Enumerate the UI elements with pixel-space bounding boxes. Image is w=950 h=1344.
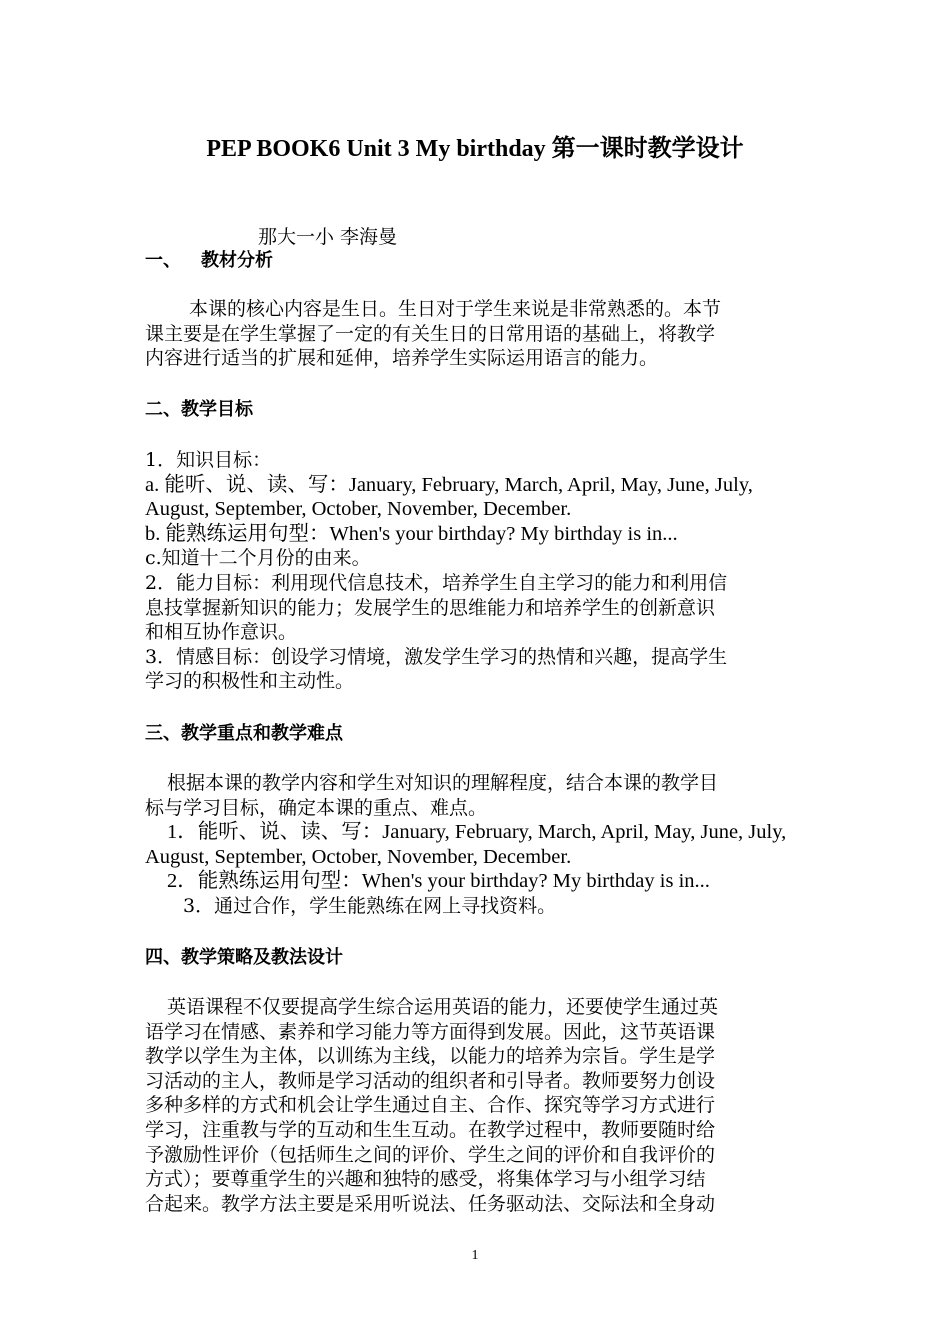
keypoint-line: August, September, October, November, December. bbox=[145, 845, 572, 868]
keypoint-line: 标与学习目标，确定本课的重点、难点。 bbox=[145, 796, 488, 819]
objective-line: August, September, October, November, December. bbox=[145, 498, 572, 521]
section-heading-2: 二、教学目标 bbox=[145, 399, 253, 420]
keypoint-line: 3．通过合作，学生能熟练在网上寻找资料。 bbox=[183, 894, 557, 917]
document-title: PEP BOOK6 Unit 3 My birthday 第一课时教学设计 bbox=[206, 136, 744, 162]
objective-line: 2．能力目标：利用现代信息技术，培养学生自主学习的能力和利用信 bbox=[145, 571, 728, 594]
strategy-line: 英语课程不仅要提高学生综合运用英语的能力，还要使学生通过英 bbox=[167, 996, 719, 1018]
objective-line: 1．知识目标： bbox=[145, 449, 272, 471]
strategy-line: 教学以学生为主体，以训练为主线，以能力的培养为宗旨。学生是学 bbox=[145, 1045, 716, 1068]
author-line: 那大一小 李海曼 bbox=[258, 226, 398, 248]
objective-line: 3．情感目标：创设学习情境，激发学生学习的热情和兴趣，提高学生 bbox=[145, 645, 728, 668]
objective-line: b. 能熟练运用句型：When's your birthday? My birthday is in... bbox=[145, 522, 678, 545]
paragraph-line: 本课的核心内容是生日。生日对于学生来说是非常熟悉的。本节 bbox=[189, 298, 722, 320]
section-1-paragraph bbox=[145, 297, 807, 371]
page-number: 1 bbox=[471, 1248, 479, 1263]
strategy-line: 语学习在情感、素养和学习能力等方面得到发展。因此，这节英语课 bbox=[145, 1020, 716, 1043]
objective-line: a. 能听、说、读、写：January, February, March, April, May, June, July, bbox=[145, 473, 753, 496]
keypoint-line: 2．能熟练运用句型：When's your birthday? My birthday is in... bbox=[167, 870, 710, 893]
keypoint-line: 1．能听、说、读、写：January, February, March, April, May, June, July, bbox=[167, 821, 787, 844]
strategy-line: 多种多样的方式和机会让学生通过自主、合作、探究等学习方式进行 bbox=[145, 1094, 716, 1117]
section-4-body bbox=[145, 995, 807, 1216]
section-heading-1 bbox=[145, 248, 807, 274]
objective-line: 息技掌握新知识的能力；发展学生的思维能力和培养学生的创新意识 bbox=[145, 596, 716, 619]
strategy-line: 方式）；要尊重学生的兴趣和独特的感受，将集体学习与小组学习结 bbox=[145, 1168, 706, 1191]
section-2-body bbox=[145, 448, 807, 694]
strategy-line: 予激励性评价（包括师生之间的评价、学生之间的评价和自我评价的 bbox=[145, 1143, 716, 1166]
section-heading-1-text: 教材分析 bbox=[201, 250, 273, 271]
objective-line: 和相互协作意识。 bbox=[145, 621, 298, 644]
objective-line: c.知道十二个月份的由来。 bbox=[145, 547, 371, 570]
section-heading-4: 四、教学策略及教法设计 bbox=[145, 947, 343, 968]
section-3-body bbox=[145, 771, 807, 919]
objective-line: 学习的积极性和主动性。 bbox=[145, 670, 355, 693]
strategy-line: 合起来。教学方法主要是采用听说法、任务驱动法、交际法和全身动 bbox=[145, 1192, 716, 1215]
section-heading-1-number: 一、 bbox=[145, 250, 181, 271]
paragraph-line: 课主要是在学生掌握了一定的有关生日的日常用语的基础上，将教学 bbox=[145, 322, 716, 345]
paragraph-line: 内容进行适当的扩展和延伸，培养学生实际运用语言的能力。 bbox=[145, 347, 659, 370]
section-heading-3: 三、教学重点和教学难点 bbox=[145, 723, 343, 744]
strategy-line: 学习，注重教与学的互动和生生互动。在教学过程中，教师要随时给 bbox=[145, 1118, 716, 1141]
strategy-line: 习活动的主人，教师是学习活动的组织者和引导者。教师要努力创设 bbox=[145, 1069, 716, 1092]
keypoint-line: 根据本课的教学内容和学生对知识的理解程度，结合本课的教学目 bbox=[167, 772, 719, 794]
